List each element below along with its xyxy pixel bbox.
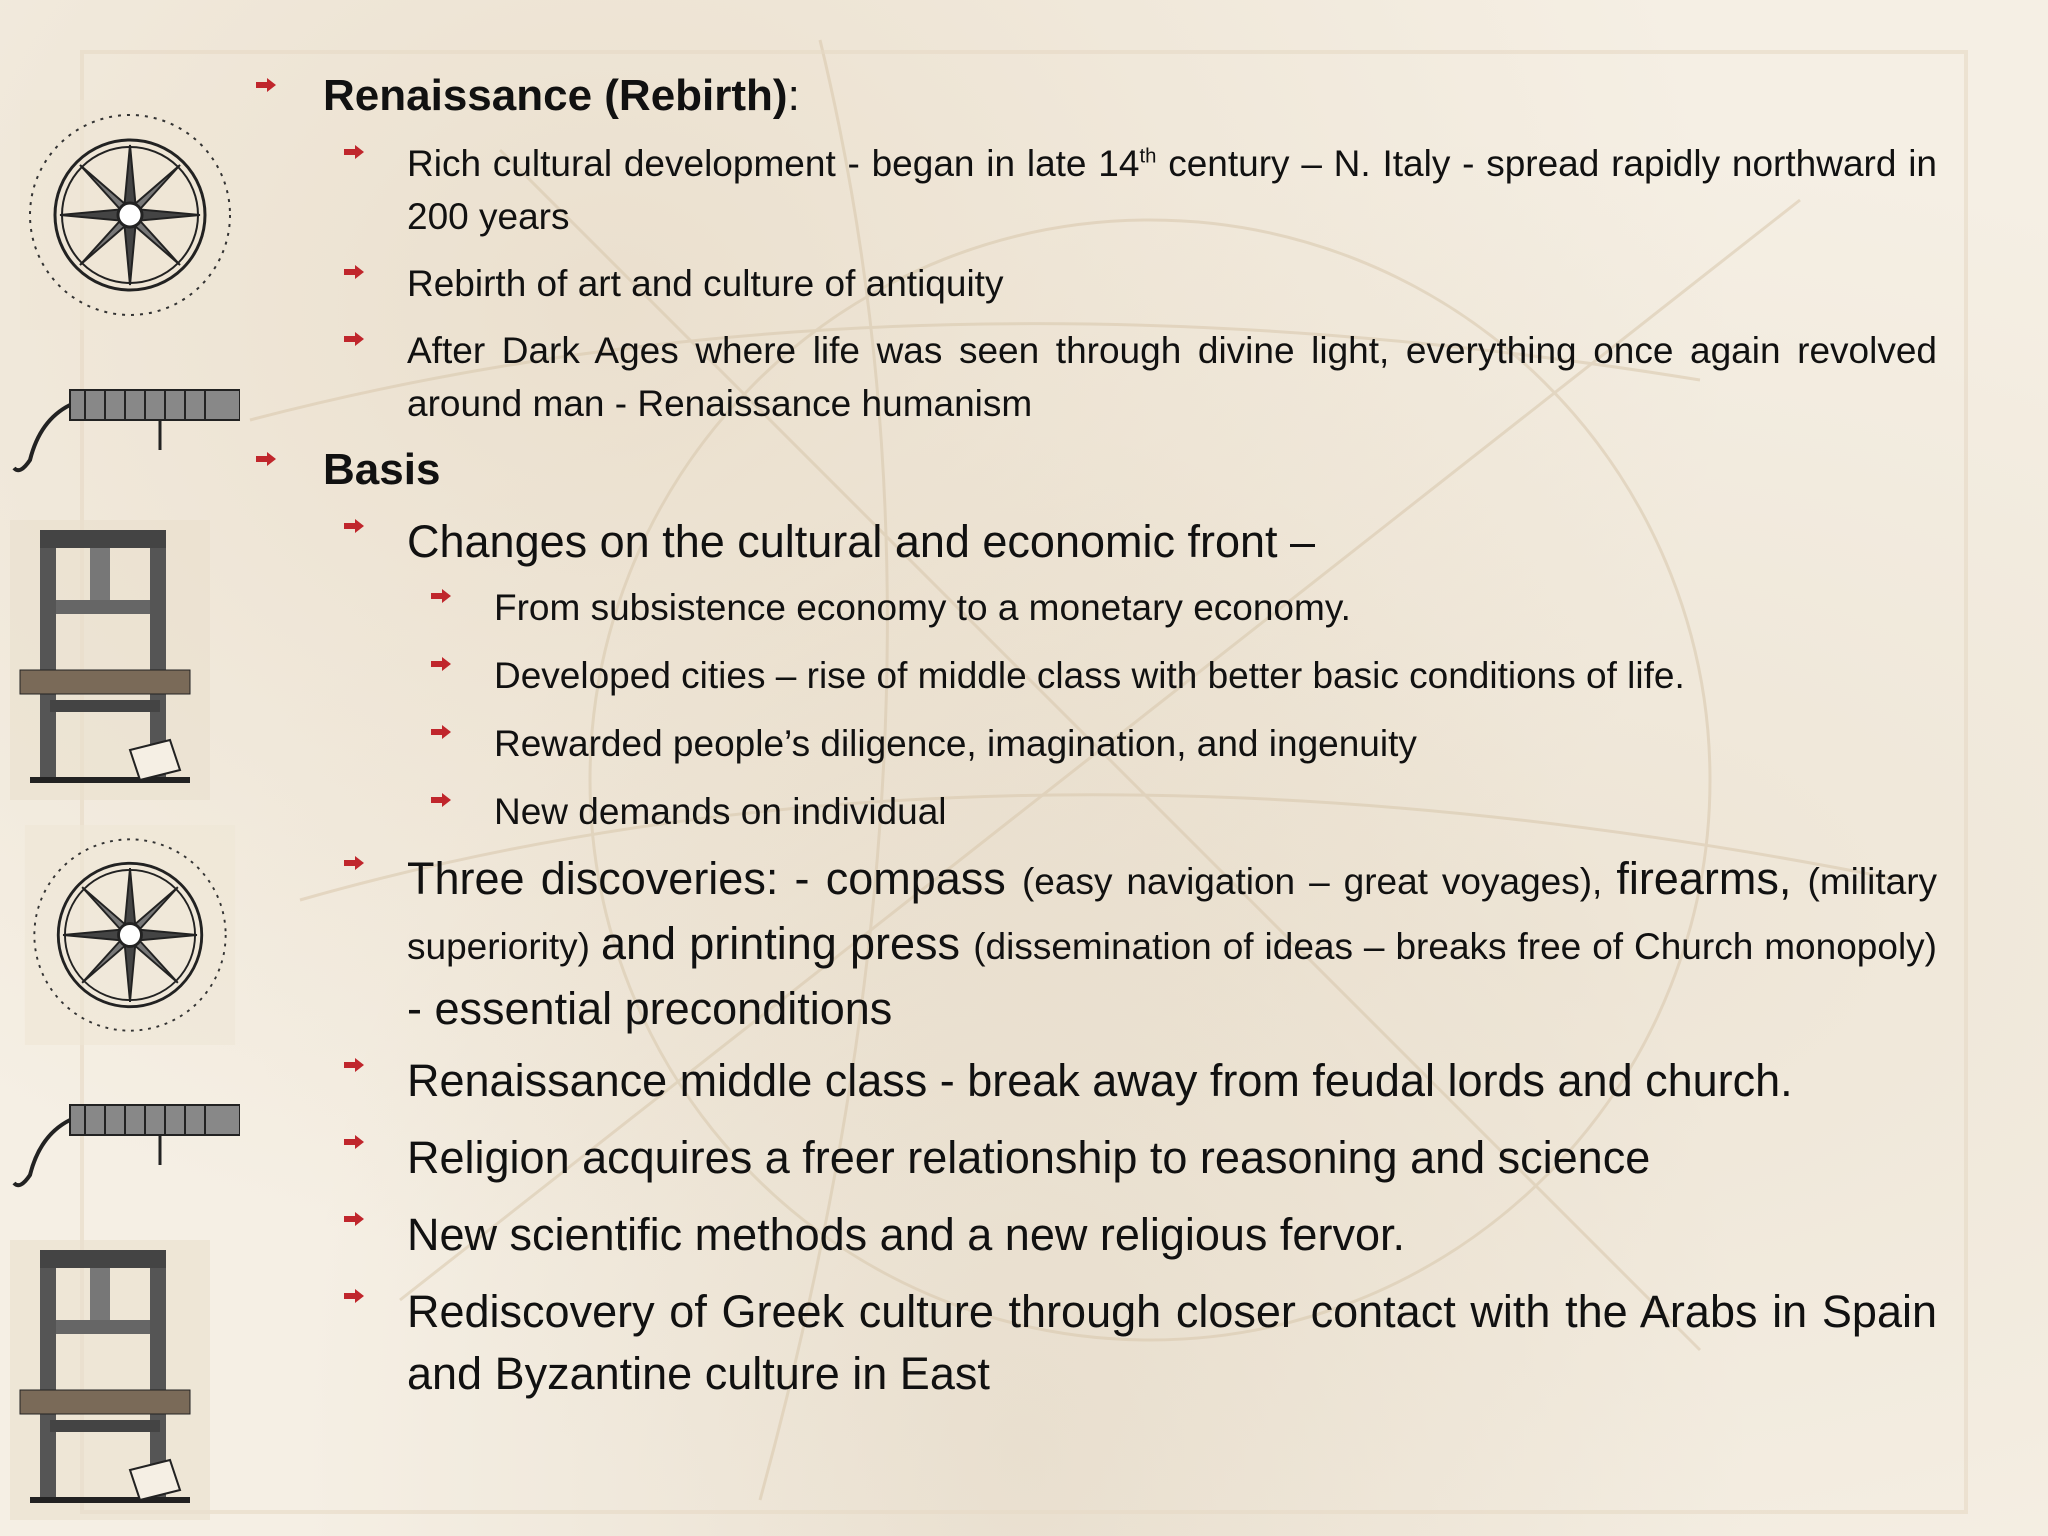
arrow-bullet-icon xyxy=(255,77,277,93)
printing-press-icon xyxy=(10,1240,210,1520)
list-item-discoveries: Three discoveries: - compass (easy navigation – great voyages), firearms, (military superiority) and printing press (dissemination of ideas – breaks free of Church monopoly) - essential preconditions xyxy=(343,848,1950,1040)
arrow-bullet-icon xyxy=(343,144,365,160)
arrow-bullet-icon xyxy=(430,724,452,740)
arrow-bullet-icon xyxy=(255,451,277,467)
sidebar-illustrations xyxy=(0,0,250,1536)
list-item: Changes on the cultural and economic front – xyxy=(343,511,1950,573)
list-item: Rebirth of art and culture of antiquity xyxy=(343,257,1950,310)
list-item: Renaissance middle class - break away from feudal lords and church. xyxy=(343,1050,1950,1112)
sub-list-item: From subsistence economy to a monetary economy. xyxy=(430,581,1950,634)
section-heading-renaissance xyxy=(255,70,1950,123)
screw-jack-icon xyxy=(10,1095,240,1195)
heading-text: Renaissance (Rebirth) xyxy=(323,71,788,120)
sub-list-item: Developed cities – rise of middle class with better basic conditions of life. xyxy=(430,649,1950,702)
sub-list-item: Rewarded people’s diligence, imagination, and ingenuity xyxy=(430,717,1950,770)
arrow-bullet-icon xyxy=(430,588,452,604)
slide-content xyxy=(255,70,1950,1405)
arrow-bullet-icon xyxy=(343,518,365,534)
list-item: Rediscovery of Greek culture through closer contact with the Arabs in Spain and Byzantine culture in East xyxy=(343,1281,1950,1405)
list-item: Religion acquires a freer relationship to reasoning and science xyxy=(343,1127,1950,1189)
sub-list-item: New demands on individual xyxy=(430,785,1950,838)
arrow-bullet-icon xyxy=(343,331,365,347)
arrow-bullet-icon xyxy=(343,855,365,871)
compass-rose-icon xyxy=(20,825,240,1045)
arrow-bullet-icon xyxy=(343,1288,365,1304)
arrow-bullet-icon xyxy=(430,792,452,808)
heading-colon: : xyxy=(787,71,800,120)
printing-press-icon xyxy=(10,520,210,800)
list-item: After Dark Ages where life was seen through divine light, everything once again revolved around man - Renaissance humanism xyxy=(343,324,1950,430)
heading-text: Basis xyxy=(323,444,441,494)
arrow-bullet-icon xyxy=(343,264,365,280)
screw-jack-icon xyxy=(10,380,240,480)
arrow-bullet-icon xyxy=(430,656,452,672)
list-item: New scientific methods and a new religious fervor. xyxy=(343,1204,1950,1266)
list-item: Rich cultural development - began in late 14th century – N. Italy - spread rapidly northward in 200 years xyxy=(343,137,1950,243)
arrow-bullet-icon xyxy=(343,1134,365,1150)
compass-rose-icon xyxy=(20,100,240,330)
arrow-bullet-icon xyxy=(343,1057,365,1073)
arrow-bullet-icon xyxy=(343,1211,365,1227)
section-heading-basis xyxy=(255,444,1950,497)
